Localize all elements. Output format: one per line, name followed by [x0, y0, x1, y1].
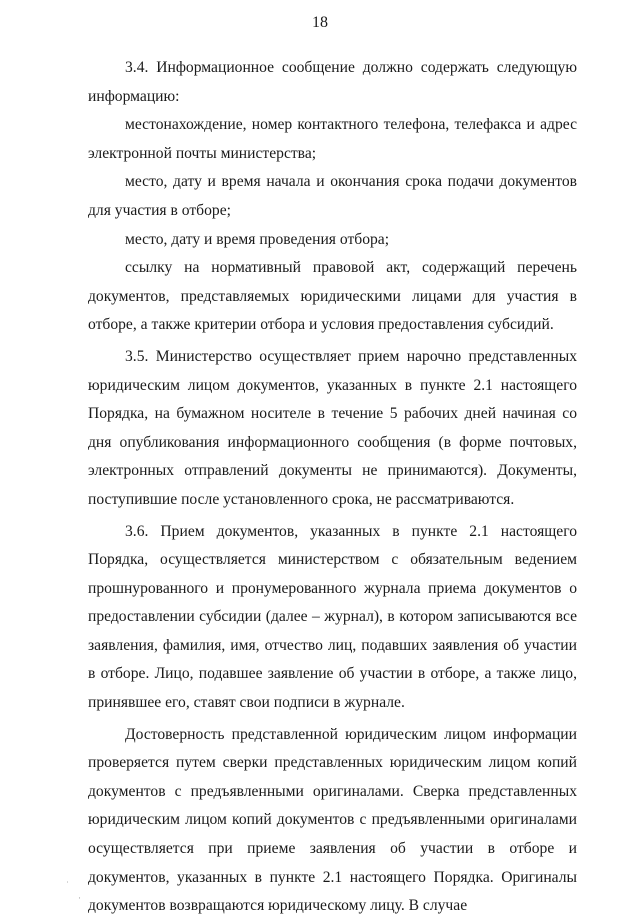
paragraph-verification: Достоверность представленной юридическим лицом информации проверяется путем сверки представленных юридическим лицом копий документов с предъявленными оригиналами. Сверка представленных юридическим лицом копий документов с предъявленными оригиналами осуществляется при приеме заявления об участии в отборе и документов, указанных в пункте 2.1 настоящего Порядка. Оригиналы документов возвращаются юридическому лицу. В случае	[88, 725, 577, 915]
page-number: 18	[312, 14, 328, 31]
scan-speck: ·	[78, 893, 81, 903]
scan-speck: ˙	[66, 880, 69, 890]
paragraph-submission-period: место, дату и время начала и окончания срока подачи документов для участия в отборе;	[88, 173, 577, 219]
paragraph-legal-act-link: ссылку на нормативный правовой акт, содержащий перечень документов, представляемых юридическими лицами для участия в отборе, а также критерии отбора и условия предоставления субсидий.	[88, 259, 577, 334]
document-body	[88, 54, 577, 921]
paragraph-selection-time: место, дату и время проведения отбора;	[125, 230, 390, 248]
paragraph-3-4: 3.4. Информационное сообщение должно содержать следующую информацию:	[88, 59, 577, 105]
paragraph-location-contacts: местонахождение, номер контактного телефона, телефакса и адрес электронной почты министерства;	[88, 116, 577, 162]
paragraph-3-6: 3.6. Прием документов, указанных в пункте 2.1 настоящего Порядка, осуществляется министерством с обязательным ведением прошнурованного и пронумерованного журнала приема документов о предоставлении субсидии (далее – журнал), в котором записываются все заявления, фамилия, имя, отчество лиц, подавших заявления об участии в отборе. Лицо, подавшее заявление об участии в отборе, а также лицо, принявшее его, ставят свои подписи в журнале.	[88, 522, 577, 712]
paragraph-3-5: 3.5. Министерство осуществляет прием нарочно представленных юридическим лицом документов, указанных в пункте 2.1 настоящего Порядка, на бумажном носителе в течение 5 рабочих дней начиная со дня опубликования информационного сообщения (в форме почтовых, электронных отправлений документы не принимаются). Документы, поступившие после установленного срока, не рассматриваются.	[88, 347, 577, 508]
